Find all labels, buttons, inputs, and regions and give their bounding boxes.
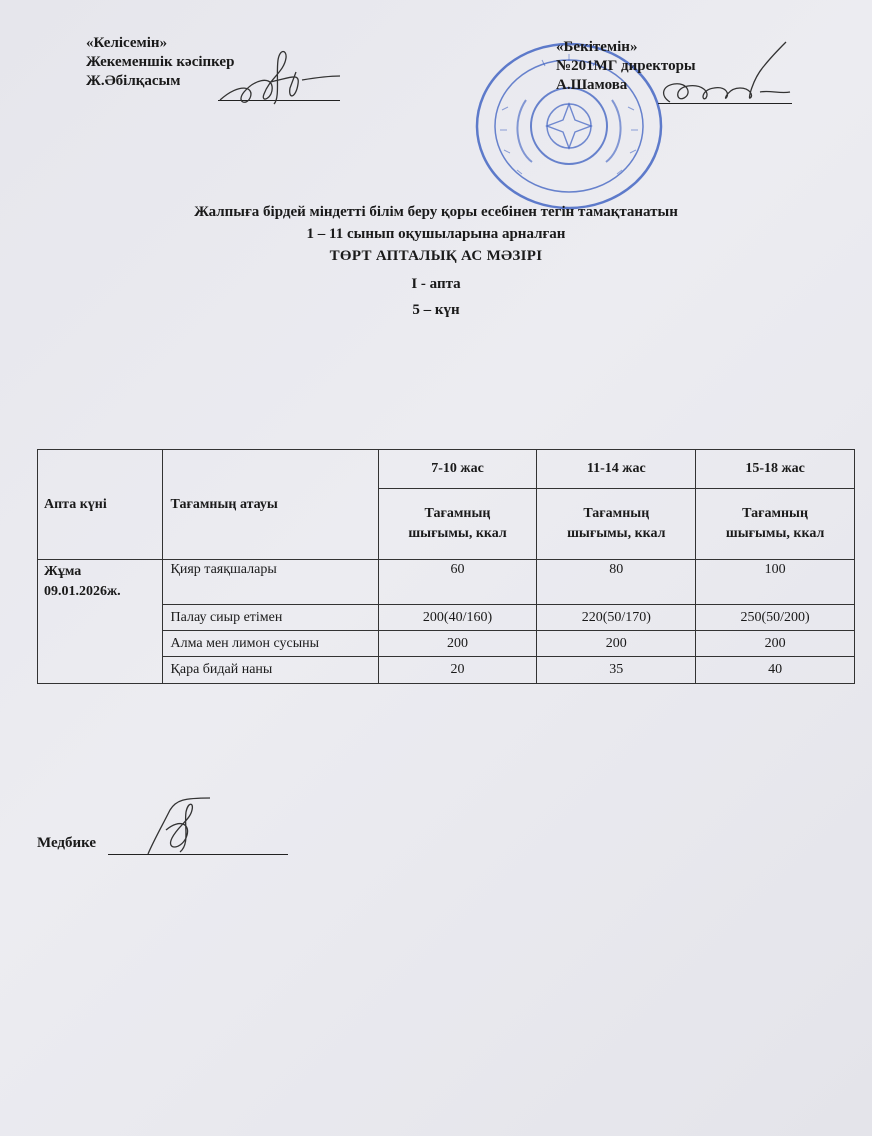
dish-value: 35 <box>537 657 696 684</box>
dish-value: 40 <box>696 657 855 684</box>
header-yield-1-line2: шығымы, ккал <box>408 526 507 541</box>
header-yield-1 <box>378 489 537 560</box>
document-title <box>0 201 872 321</box>
header-yield-2-line1: Тағамның <box>583 506 650 521</box>
dish-name: Палау сиыр етімен <box>162 605 378 631</box>
approval-left-heading: «Келісемін» <box>86 35 168 51</box>
approval-right-signature <box>640 36 810 116</box>
header-age-group-1: 7-10 жас <box>378 450 537 489</box>
menu-table <box>37 449 855 684</box>
header-yield-2-line2: шығымы, ккал <box>567 526 666 541</box>
dish-value: 200 <box>378 631 537 657</box>
header-yield-2 <box>537 489 696 560</box>
nurse-label: Медбике <box>37 835 97 851</box>
dish-value: 60 <box>378 560 537 605</box>
dish-value: 200 <box>696 631 855 657</box>
title-line-1: Жалпыға бірдей міндетті білім беру қоры есебінен тегін тамақтанатын <box>194 204 678 220</box>
title-week: І - апта <box>411 276 461 292</box>
header-day: Апта күні <box>38 450 163 560</box>
approval-left-name: Ж.Әбілқасым <box>86 73 181 89</box>
dish-name: Қияр таяқшалары <box>162 560 378 605</box>
header-age-group-3: 15-18 жас <box>696 450 855 489</box>
dish-name: Қара бидай наны <box>162 657 378 684</box>
approval-left-position: Жекеменшік кәсіпкер <box>86 54 235 70</box>
table-header-row-1 <box>38 450 855 489</box>
approval-left-signature <box>210 42 360 112</box>
dish-value: 80 <box>537 560 696 605</box>
dish-name: Алма мен лимон сусыны <box>162 631 378 657</box>
dish-value: 250(50/200) <box>696 605 855 631</box>
dish-value: 200 <box>537 631 696 657</box>
approval-right-position: №201МГ директоры <box>556 58 696 74</box>
title-line-2: 1 – 11 сынып оқушыларына арналған <box>306 226 566 242</box>
day-date: 09.01.2026ж. <box>44 584 121 599</box>
header-age-group-2: 11-14 жас <box>537 450 696 489</box>
dish-value: 200(40/160) <box>378 605 537 631</box>
dish-value: 20 <box>378 657 537 684</box>
table-row <box>38 560 855 605</box>
header-yield-3-line1: Тағамның <box>742 506 809 521</box>
title-day: 5 – күн <box>412 302 460 318</box>
approval-right-name: А.Шамова <box>556 77 628 93</box>
dish-value: 100 <box>696 560 855 605</box>
header-yield-3-line2: шығымы, ккал <box>725 526 825 541</box>
day-cell <box>38 560 163 684</box>
header-yield-3 <box>696 489 855 560</box>
nurse-signature <box>140 790 230 860</box>
header-dish-name: Тағамның атауы <box>162 450 378 560</box>
header-yield-1-line1: Тағамның <box>424 506 491 521</box>
title-line-3: ТӨРТ АПТАЛЫҚ АС МӘЗІРІ <box>329 248 543 264</box>
approval-right-heading: «Бекітемін» <box>556 39 638 55</box>
dish-value: 220(50/170) <box>537 605 696 631</box>
day-name: Жұма <box>44 564 82 579</box>
